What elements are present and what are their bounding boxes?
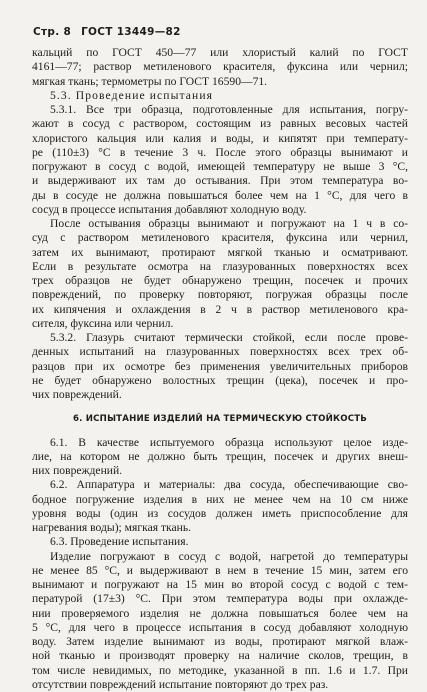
- text-line: пературой (17±3) °С. При этом температура воды при охлажде-: [32, 592, 408, 606]
- text-line: повреждений, по проверку повторяют, погружая образцы после: [32, 288, 408, 302]
- text-line: лие, на котором не должно быть трещин, посечек и других внеш-: [32, 450, 408, 464]
- text-line: После остывания образцы вынимают и погружают на 1 ч в со-: [32, 217, 408, 231]
- text-line: и выдерживают их там до остывания. При этом температура во-: [32, 174, 408, 188]
- text-line: кальций по ГОСТ 450—77 или хлористый калий по ГОСТ: [32, 46, 408, 60]
- text-line: денных испытаний на глазурованных поверхностях всех трех об-: [32, 345, 408, 359]
- paragraph-materials-continued: [32, 46, 408, 89]
- document-body: [32, 46, 408, 692]
- text-line: мягкая ткань; термометры по ГОСТ 16590—71.: [32, 75, 408, 89]
- text-line: 5.3. Проведение испытания: [32, 89, 408, 103]
- text-line: воду. Затем изделие вынимают из воды, протирают мягкой влаж-: [32, 635, 408, 649]
- text-line: нии проверяемого изделия не должна повышаться более чем на: [32, 607, 408, 621]
- paragraph-5-3-1: [32, 103, 408, 217]
- text-line: вынимают и погружают на 15 мин во второй сосуд с водой с тем-: [32, 578, 408, 592]
- paragraph-5-3-2: [32, 331, 408, 402]
- text-line: трех образцов не будет обнаружено трещин, посечек и прочих: [32, 274, 408, 288]
- text-line: погружают в сосуд с водой, имеющей температуру не выше 3 °С,: [32, 160, 408, 174]
- text-line: бодное погружение изделия в них не менее чем на 10 см ниже: [32, 493, 408, 507]
- paragraph-cooling: [32, 217, 408, 331]
- text-line: чих повреждений.: [32, 388, 408, 402]
- text-line: сосуд в процессе испытания добавляют холодную воду.: [32, 203, 408, 217]
- text-line: ды в сосуде не должна повышаться более чем на 1 °С, для чего в: [32, 189, 408, 203]
- text-line: 5.3.2. Глазурь считают термически стойкой, если после прове-: [32, 331, 408, 345]
- text-line: 6.2. Аппаратура и материалы: два сосуда, обеспечивающие сво-: [32, 478, 408, 492]
- text-line: разцов при их осмотре без применения увеличительных приборов: [32, 360, 408, 374]
- text-line: Изделие погружают в сосуд с водой, нагретой до температуры: [32, 550, 408, 564]
- page-header: [33, 26, 181, 38]
- text-line: 5.3.1. Все три образца, подготовленные для испытания, погру-: [32, 103, 408, 117]
- text-line: ной тканью и производят проверку на наличие сколов, трещин, в: [32, 649, 408, 663]
- text-line: жают в сосуд с раствором, состоящим из равных весовых частей: [32, 117, 408, 131]
- paragraph-6-2: [32, 478, 408, 535]
- text-line: них повреждений.: [32, 464, 408, 478]
- text-line: том числе невидимых, по методике, указанной в пп. 1.6 и 1.7. При: [32, 664, 408, 678]
- text-line: ре (110±3) °С в течение 3 ч. После этого образцы вынимают и: [32, 146, 408, 160]
- heading-5-3: [32, 89, 408, 103]
- text-line: 6.1. В качестве испытуемого образца используют целое изде-: [32, 436, 408, 450]
- text-line: суд с раствором метиленового красителя, фуксина или чернил,: [32, 231, 408, 245]
- text-line: не менее 85 °С, и выдерживают в нем в течение 15 мин, затем его: [32, 564, 408, 578]
- text-line: затем их вынимают, протирают мягкой тканью и осматривают.: [32, 246, 408, 260]
- heading-6-3: [32, 535, 408, 549]
- text-line: хлористого кальция или калия и воды, и кипятят при температу-: [32, 132, 408, 146]
- text-line: отсутствии повреждений испытание повторяют до трех раз.: [32, 678, 408, 692]
- text-line: нагревания воды); мягкая ткань.: [32, 521, 408, 535]
- section-6-title: 6. ИСПЫТАНИЕ ИЗДЕЛИЙ НА ТЕРМИЧЕСКУЮ СТОЙКОСТЬ: [32, 412, 408, 426]
- paragraph-6-1: [32, 436, 408, 479]
- text-line: их кипячения и охлаждения в 2 ч в раствор метиленового кра-: [32, 303, 408, 317]
- text-line: 5 °С, для чего в процессе испытания в сосуд добавляют холодную: [32, 621, 408, 635]
- text-line: 6.3. Проведение испытания.: [32, 535, 408, 549]
- paragraph-procedure: [32, 550, 408, 692]
- text-line: 4161—77; раствор метиленового красителя, фуксина или чернил;: [32, 60, 408, 74]
- text-line: уровня воды (один из сосудов должен иметь приспособление для: [32, 507, 408, 521]
- text-line: не будет обнаружено волостных трещин (цека), посечек и про-: [32, 374, 408, 388]
- page-number: Стр. 8: [33, 26, 71, 38]
- standard-number: ГОСТ 13449—82: [81, 26, 181, 38]
- text-line: Если в результате осмотра на глазурованных поверхностях всех: [32, 260, 408, 274]
- text-line: сителя, фуксина или чернил.: [32, 317, 408, 331]
